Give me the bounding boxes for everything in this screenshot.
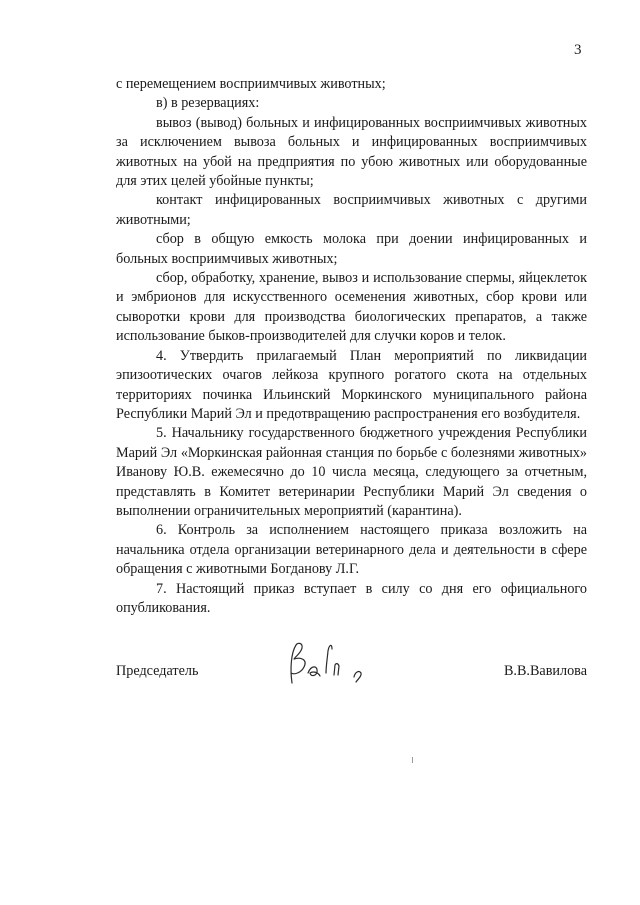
paragraph-3: вывоз (вывод) больных и инфицированных восприимчивых животных за исключением вывоза больных и инфицированных восприимчивых животных на убой на предприятия по убою животных или оборудованные для этих целей убойные пункты; — [116, 114, 587, 190]
signature-block — [116, 663, 587, 687]
paragraph-2: в) в резервациях: — [156, 95, 260, 112]
paragraph-1: с перемещением восприимчивых животных; — [116, 76, 386, 92]
paragraph-5: сбор в общую емкость молока при доении инфицированных и больных восприимчивых животных; — [116, 231, 587, 267]
scan-artifact — [412, 757, 413, 763]
paragraph-4: контакт инфицированных восприимчивых животных с другими животными; — [116, 192, 587, 228]
paragraph-item-4: 4. Утвердить прилагаемый План мероприятий по ликвидации эпизоотических очагов лейкоза крупного рогатого скота на отдельных территориях починка Ильинский Моркинского муниципального района Республики Марий Эл и предотвращению распространения его возбудителя. — [116, 347, 587, 422]
paragraph-item-5: 5. Начальнику государственного бюджетного учреждения Республики Марий Эл «Моркинская районная станция по борьбе с болезнями животных» Иванову Ю.В. ежемесячно до 10 числа месяца, следующего за отчетным, представлять в Комитет ветеринарии Республики Марий Эл сведения о выполнении ограничительных мероприятий (карантина). — [116, 425, 587, 519]
paragraph-6: сбор, обработку, хранение, вывоз и использование спермы, яйцеклеток и эмбрионов для искусственного осеменения животных, сбор крови или сыворотки крови для производства биологических препаратов, а также использование быков-производителей для случки коров и телок. — [116, 270, 587, 345]
order-text — [116, 75, 587, 618]
paragraph-item-7: 7. Настоящий приказ вступает в силу со дня его официального опубликования. — [116, 580, 587, 616]
paragraph-item-6: 6. Контроль за исполнением настоящего приказа возложить на начальника отдела организации ветеринарного дела и деятельности в сфере обращения с животными Богданову Л.Г. — [116, 522, 587, 578]
signatory-name: В.В.Вавилова — [503, 663, 587, 679]
page-number: 3 — [574, 42, 582, 58]
signatory-title: Председатель — [116, 663, 199, 679]
handwritten-signature — [282, 639, 392, 689]
